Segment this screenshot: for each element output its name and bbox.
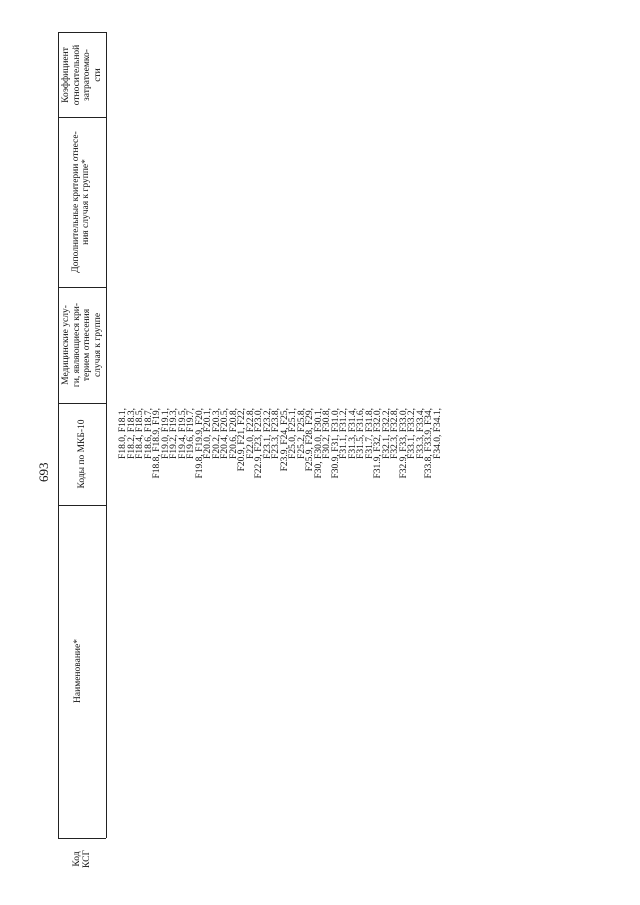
header-right-border — [106, 32, 107, 838]
header-coef-cell — [59, 33, 105, 117]
header-services-line: терием отнесения — [82, 308, 92, 382]
icd-code-line: F18.6, F18.7, — [143, 408, 154, 459]
row-divider-name — [58, 505, 106, 506]
icd-code-line: F25.2, F25.8, — [296, 408, 307, 459]
header-coef-line: относительной — [71, 44, 82, 106]
header-code-cell — [59, 819, 105, 899]
header-code-line: Код — [71, 851, 82, 867]
icd-code-line: F19.0, F19.1, — [160, 408, 171, 459]
icd-code-line: F33.3, F33.4, — [415, 408, 426, 459]
icd-code-line: F34.0, F34.1, — [432, 408, 443, 459]
icd-code-line: F23.9, F24, F25, — [279, 408, 290, 472]
icd-code-line: F19.2, F19.3, — [169, 408, 179, 459]
icd-code-line: F19.6, F19.7, — [186, 408, 196, 459]
icd-code-line: F32.9, F33, F33.0, — [398, 408, 409, 479]
icd-code-line: F30.2, F30.8, — [322, 408, 332, 459]
page-number-text: 693 — [36, 462, 51, 482]
header-services-line: случая к группе — [92, 312, 103, 378]
icd-code-line: F22.0, F22.8, — [245, 408, 256, 459]
icd-code-line: F31.5, F31.6, — [356, 408, 366, 459]
header-services-line: ги, являющиеся кри- — [71, 302, 82, 388]
icd-code-line: F31.7, F31.8, — [364, 408, 375, 459]
icd-code-line: F18.4, F18.5, — [135, 408, 145, 459]
header-icd-cell — [59, 404, 105, 504]
header-name-cell — [55, 521, 101, 821]
icd-code-line: F30.9, F31, F31.0, — [330, 408, 341, 479]
icd-code-line: F20.9, F21, F22, — [237, 408, 247, 472]
icd-code-line: F20.6, F20.8, — [228, 408, 239, 459]
header-code-line: КСГ — [82, 850, 92, 868]
icd-code-line: F33.8, F33.9, F34, — [424, 408, 434, 479]
header-name-line: Наименование* — [72, 639, 83, 703]
icd-code-line: F31.9, F32, F32.0, — [373, 408, 383, 479]
icd-code-line: F25.9, F28, F29, — [305, 408, 315, 472]
icd-code-line: F20.4, F20.5, — [220, 408, 230, 459]
header-coef-line: сти — [92, 68, 103, 82]
header-services-cell — [59, 288, 105, 402]
header-criteria-line: ния случая к группе* — [81, 159, 91, 245]
icd-code-line: F31.3, F31.4, — [347, 408, 358, 459]
header-icd-line: Коды по МКБ-10 — [76, 419, 87, 489]
icd-code-line: F32.1, F32.2, — [381, 408, 392, 459]
header-coef-line: затратоемко- — [82, 49, 92, 101]
icd-codes-list — [119, 408, 442, 518]
page-number — [36, 463, 52, 483]
icd-code-line: F25.0, F25.1, — [288, 408, 298, 459]
icd-code-line: F23.1, F23.2, — [262, 408, 273, 459]
icd-code-line: F23.3, F23.8, — [271, 408, 281, 459]
header-services-line: Медицинские услу- — [61, 305, 71, 385]
header-coef-line: Коэффициент — [61, 47, 71, 103]
icd-code-line: F22.9, F23, F23.0, — [254, 408, 264, 479]
icd-code-line: F18.2, F18.3, — [126, 408, 137, 459]
icd-code-line: F31.1, F31.2, — [339, 408, 349, 459]
icd-code-line: F19.4, F19.5, — [177, 408, 188, 459]
icd-code-line: F18.0, F18.1, — [118, 408, 128, 459]
icd-code-line: F32.3, F32.8, — [390, 408, 400, 459]
icd-code-line: F20.2, F20.3, — [211, 408, 222, 459]
icd-code-line: F30, F30.0, F30.1, — [313, 408, 324, 479]
icd-code-line: F20.0, F20.1, — [203, 408, 213, 459]
icd-code-line: F18.8, F18.9, F19, — [152, 408, 162, 479]
header-criteria-cell — [58, 117, 104, 287]
header-criteria-line: Дополнительные критерии отнесе- — [70, 131, 81, 273]
icd-code-line: F19.8, F19.9, F20, — [194, 408, 205, 479]
icd-code-line: F33.1, F33.2, — [407, 408, 417, 459]
